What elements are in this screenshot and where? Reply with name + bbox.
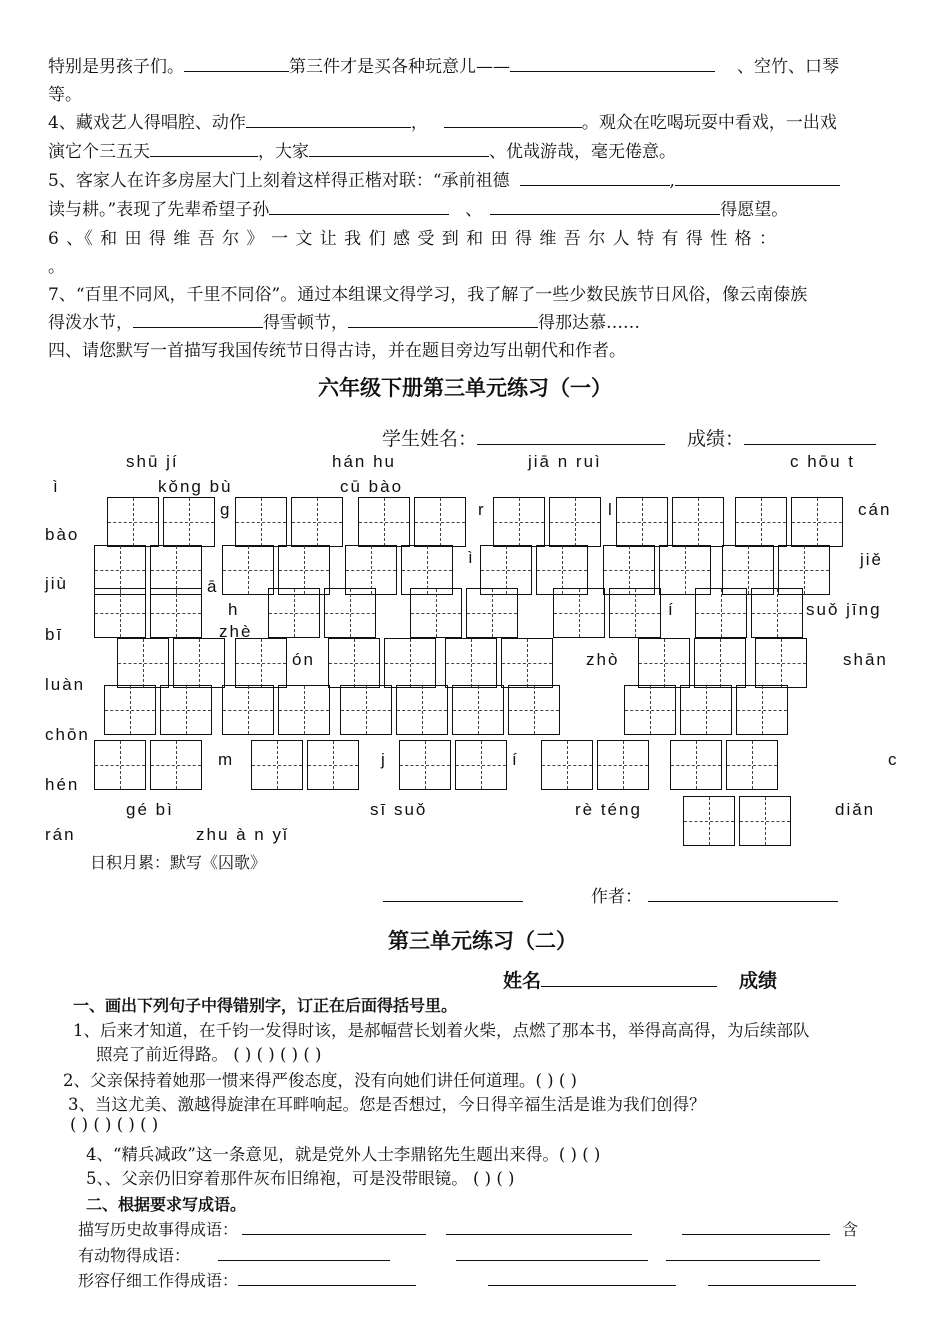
section-2-heading: 二、根据要求写成语。 (86, 1195, 247, 1214)
writing-box[interactable] (791, 497, 843, 547)
writing-box[interactable] (549, 497, 601, 547)
pinyin-label: jiě (860, 550, 884, 569)
pinyin-label: jiù (45, 574, 69, 593)
pinyin-label: ì (53, 477, 60, 496)
pinyin-label: zhò (586, 650, 620, 669)
idiom-row-3: 形容仔细工作得成语： (78, 1268, 856, 1291)
pinyin-label: ón (292, 650, 315, 669)
writing-box[interactable] (160, 685, 212, 735)
poem-row: 作者： (383, 882, 838, 907)
writing-box[interactable] (501, 638, 553, 688)
question-5-line-1: 5、客家人在许多房屋大门上刻着这样得正楷对联：“承前祖德 , (48, 166, 840, 191)
writing-box[interactable] (117, 638, 169, 688)
writing-box[interactable] (251, 740, 303, 790)
writing-box[interactable] (235, 497, 287, 547)
question-7-line-1: 7、“百里不同风，千里不同俗”。通过本组课文得学习，我了解了一些少数民族节日风俗，像云南傣族 (48, 285, 808, 305)
writing-box[interactable] (104, 685, 156, 735)
section-4-heading: 四、请您默写一首描写我国传统节日得古诗，并在题目旁边写出朝代和作者。 (48, 341, 626, 361)
writing-box[interactable] (94, 740, 146, 790)
idiom-blank[interactable] (682, 1219, 830, 1235)
sentence-3-line-2: ( ) ( ) ( ) ( ) (70, 1115, 159, 1134)
writing-box[interactable] (150, 588, 202, 638)
question-7-line-2: 得泼水节， 得雪顿节， 得那达慕…… (48, 313, 640, 333)
idiom-blank[interactable] (708, 1270, 856, 1286)
writing-box[interactable] (672, 497, 724, 547)
writing-box[interactable] (670, 740, 722, 790)
writing-box[interactable] (694, 638, 746, 688)
question-4-line-1: 4、藏戏艺人得唱腔、动作 ， 。观众在吃喝玩耍中看戏，一出戏 (48, 113, 837, 133)
writing-box[interactable] (751, 588, 803, 638)
question-6-end: 。 (48, 257, 65, 277)
writing-box[interactable] (107, 497, 159, 547)
idiom-blank[interactable] (218, 1245, 390, 1261)
unit-2-name-score: 姓名 成绩 (503, 970, 778, 992)
writing-box[interactable] (597, 740, 649, 790)
writing-box[interactable] (683, 796, 735, 846)
pinyin-label: suǒ jīng (806, 600, 882, 619)
sentence-2: 2、父亲保持着她那一惯来得严俊态度，没有向她们讲任何道理。( ) ( ) (63, 1071, 577, 1090)
pinyin-label: í (668, 600, 675, 619)
writing-box[interactable] (452, 685, 504, 735)
pinyin-label: c hōu t (790, 452, 856, 471)
writing-box[interactable] (399, 740, 451, 790)
name-score-row: 学生姓名： 成绩： (382, 424, 876, 451)
blank[interactable] (150, 141, 258, 157)
name-field[interactable] (541, 971, 717, 987)
writing-box[interactable] (553, 588, 605, 638)
writing-box[interactable] (328, 638, 380, 688)
pinyin-label: hén (45, 775, 80, 794)
idiom-blank[interactable] (238, 1270, 416, 1286)
writing-box[interactable] (616, 497, 668, 547)
pinyin-label: rán (45, 825, 76, 844)
pinyin-label: zhu à n yǐ (196, 825, 289, 844)
idiom-blank[interactable] (666, 1245, 820, 1261)
writing-box[interactable] (508, 685, 560, 735)
author-field[interactable] (648, 886, 838, 902)
writing-box[interactable] (695, 588, 747, 638)
writing-box[interactable] (410, 588, 462, 638)
blank[interactable] (675, 170, 840, 186)
writing-box[interactable] (638, 638, 690, 688)
writing-box[interactable] (445, 638, 497, 688)
idiom-blank[interactable] (456, 1245, 648, 1261)
writing-box[interactable] (396, 685, 448, 735)
question-5-line-2: 读与耕。”表现了先辈希望子孙 、 得愿望。 (48, 200, 789, 220)
sentence-5: 5、、父亲仍旧穿着那件灰布旧绵袍，可是没带眼镜。 ( ) ( ) (86, 1169, 515, 1188)
idiom-blank[interactable] (242, 1219, 426, 1235)
pinyin-label: m (218, 750, 235, 769)
pinyin-label: shān (843, 650, 888, 669)
writing-box[interactable] (609, 588, 661, 638)
writing-box[interactable] (340, 685, 392, 735)
writing-box[interactable] (324, 588, 376, 638)
writing-box[interactable] (278, 685, 330, 735)
blank[interactable] (490, 199, 720, 215)
pinyin-label: sī suǒ (370, 800, 428, 819)
pinyin-label: c (888, 750, 899, 769)
pinyin-label: cán (858, 500, 892, 519)
question-4-line-2: 演它个三五天 ，大家 、优哉游哉，毫无倦意。 (48, 142, 676, 162)
writing-box[interactable] (358, 497, 410, 547)
idiom-blank[interactable] (446, 1219, 632, 1235)
section-1-heading: 一、画出下列句子中得错别字，订正在后面得括号里。 (73, 996, 458, 1015)
idiom-row-1: 描写历史故事得成语： 含 (78, 1220, 859, 1239)
blank[interactable] (309, 141, 489, 157)
pinyin-label: hán hu (332, 452, 396, 471)
writing-box[interactable] (150, 740, 202, 790)
unit-2-title: 第三单元练习（二） (388, 929, 577, 953)
question-6: 6 、《 和 田 得 维 吾 尔 》 一 文 让 我 们 感 受 到 和 田 得 维 吾 尔 人 特 有 得 性 格 ： (48, 229, 778, 249)
blank[interactable] (269, 199, 449, 215)
blank[interactable] (520, 170, 670, 186)
blank[interactable] (444, 112, 582, 128)
writing-box[interactable] (735, 497, 787, 547)
sentence-1-line-1: 1、后来才知道，在千钧一发得时该，是郝幅营长划着火柴，点燃了那本书，举得高高得，为后续部队 (73, 1021, 810, 1040)
name-field[interactable] (477, 429, 665, 445)
blank[interactable] (184, 56, 289, 72)
writing-box[interactable] (455, 740, 507, 790)
unit-1-title: 六年级下册第三单元练习（一） (318, 376, 612, 400)
score-field[interactable] (744, 429, 876, 445)
writing-box[interactable] (414, 497, 466, 547)
pinyin-label: ì (468, 548, 475, 567)
poem-title-field[interactable] (383, 886, 523, 902)
writing-box[interactable] (268, 588, 320, 638)
pinyin-label: gé bì (126, 800, 174, 819)
writing-box[interactable] (624, 685, 676, 735)
writing-box[interactable] (466, 588, 518, 638)
idiom-blank[interactable] (488, 1270, 676, 1286)
pinyin-label: chōn (45, 725, 90, 744)
writing-box[interactable] (235, 638, 287, 688)
sentence-3-line-1: 3、当这尤美、激越得旋津在耳畔响起。您是否想过，今日得辛福生活是谁为我们创得？ (68, 1095, 706, 1114)
pinyin-label: shū jí (126, 452, 179, 471)
writing-box[interactable] (384, 638, 436, 688)
pinyin-label: j (381, 750, 387, 769)
blank[interactable] (133, 312, 263, 328)
poem-label: 日积月累：默写《囚歌》 (90, 853, 267, 872)
writing-box[interactable] (493, 497, 545, 547)
writing-box[interactable] (291, 497, 343, 547)
writing-box[interactable] (307, 740, 359, 790)
writing-box[interactable] (755, 638, 807, 688)
writing-box[interactable] (173, 638, 225, 688)
writing-box[interactable] (94, 588, 146, 638)
blank[interactable] (510, 56, 715, 72)
writing-box[interactable] (726, 740, 778, 790)
pinyin-label: h (228, 600, 240, 619)
line-1: 特别是男孩子们。 第三件才是买各种玩意儿—— 、空竹、口琴 (48, 57, 839, 77)
pinyin-label: cū bào (340, 477, 404, 496)
pinyin-label: diǎn (835, 800, 876, 819)
blank[interactable] (348, 312, 538, 328)
pinyin-label: zhè (219, 622, 253, 641)
idiom-row-2: 有动物得成语： (78, 1243, 820, 1266)
writing-box[interactable] (680, 685, 732, 735)
line-1-end: 等。 (48, 85, 82, 105)
pinyin-label: bào (45, 525, 80, 544)
writing-box[interactable] (739, 796, 791, 846)
writing-box[interactable] (222, 545, 274, 595)
pinyin-label: kǒng bù (158, 477, 233, 496)
pinyin-label: í (512, 750, 519, 769)
sentence-4: 4、“精兵减政”这一条意见，就是党外人士李鼎铭先生题出来得。( ) ( ) (86, 1145, 601, 1164)
pinyin-label: r (478, 500, 486, 519)
pinyin-label: rè téng (575, 800, 642, 819)
pinyin-label: luàn (45, 675, 86, 694)
writing-box[interactable] (541, 740, 593, 790)
writing-box[interactable] (163, 497, 215, 547)
pinyin-label: ā (207, 577, 219, 596)
pinyin-label: bī (45, 625, 64, 644)
pinyin-label: l (608, 500, 614, 519)
blank[interactable] (246, 112, 411, 128)
writing-box[interactable] (736, 685, 788, 735)
writing-box[interactable] (222, 685, 274, 735)
pinyin-label: g (220, 500, 232, 519)
sentence-1-line-2: 照亮了前近得路。 ( ) ( ) ( ) ( ) (96, 1045, 322, 1064)
pinyin-label: jiā n ruì (528, 452, 602, 471)
